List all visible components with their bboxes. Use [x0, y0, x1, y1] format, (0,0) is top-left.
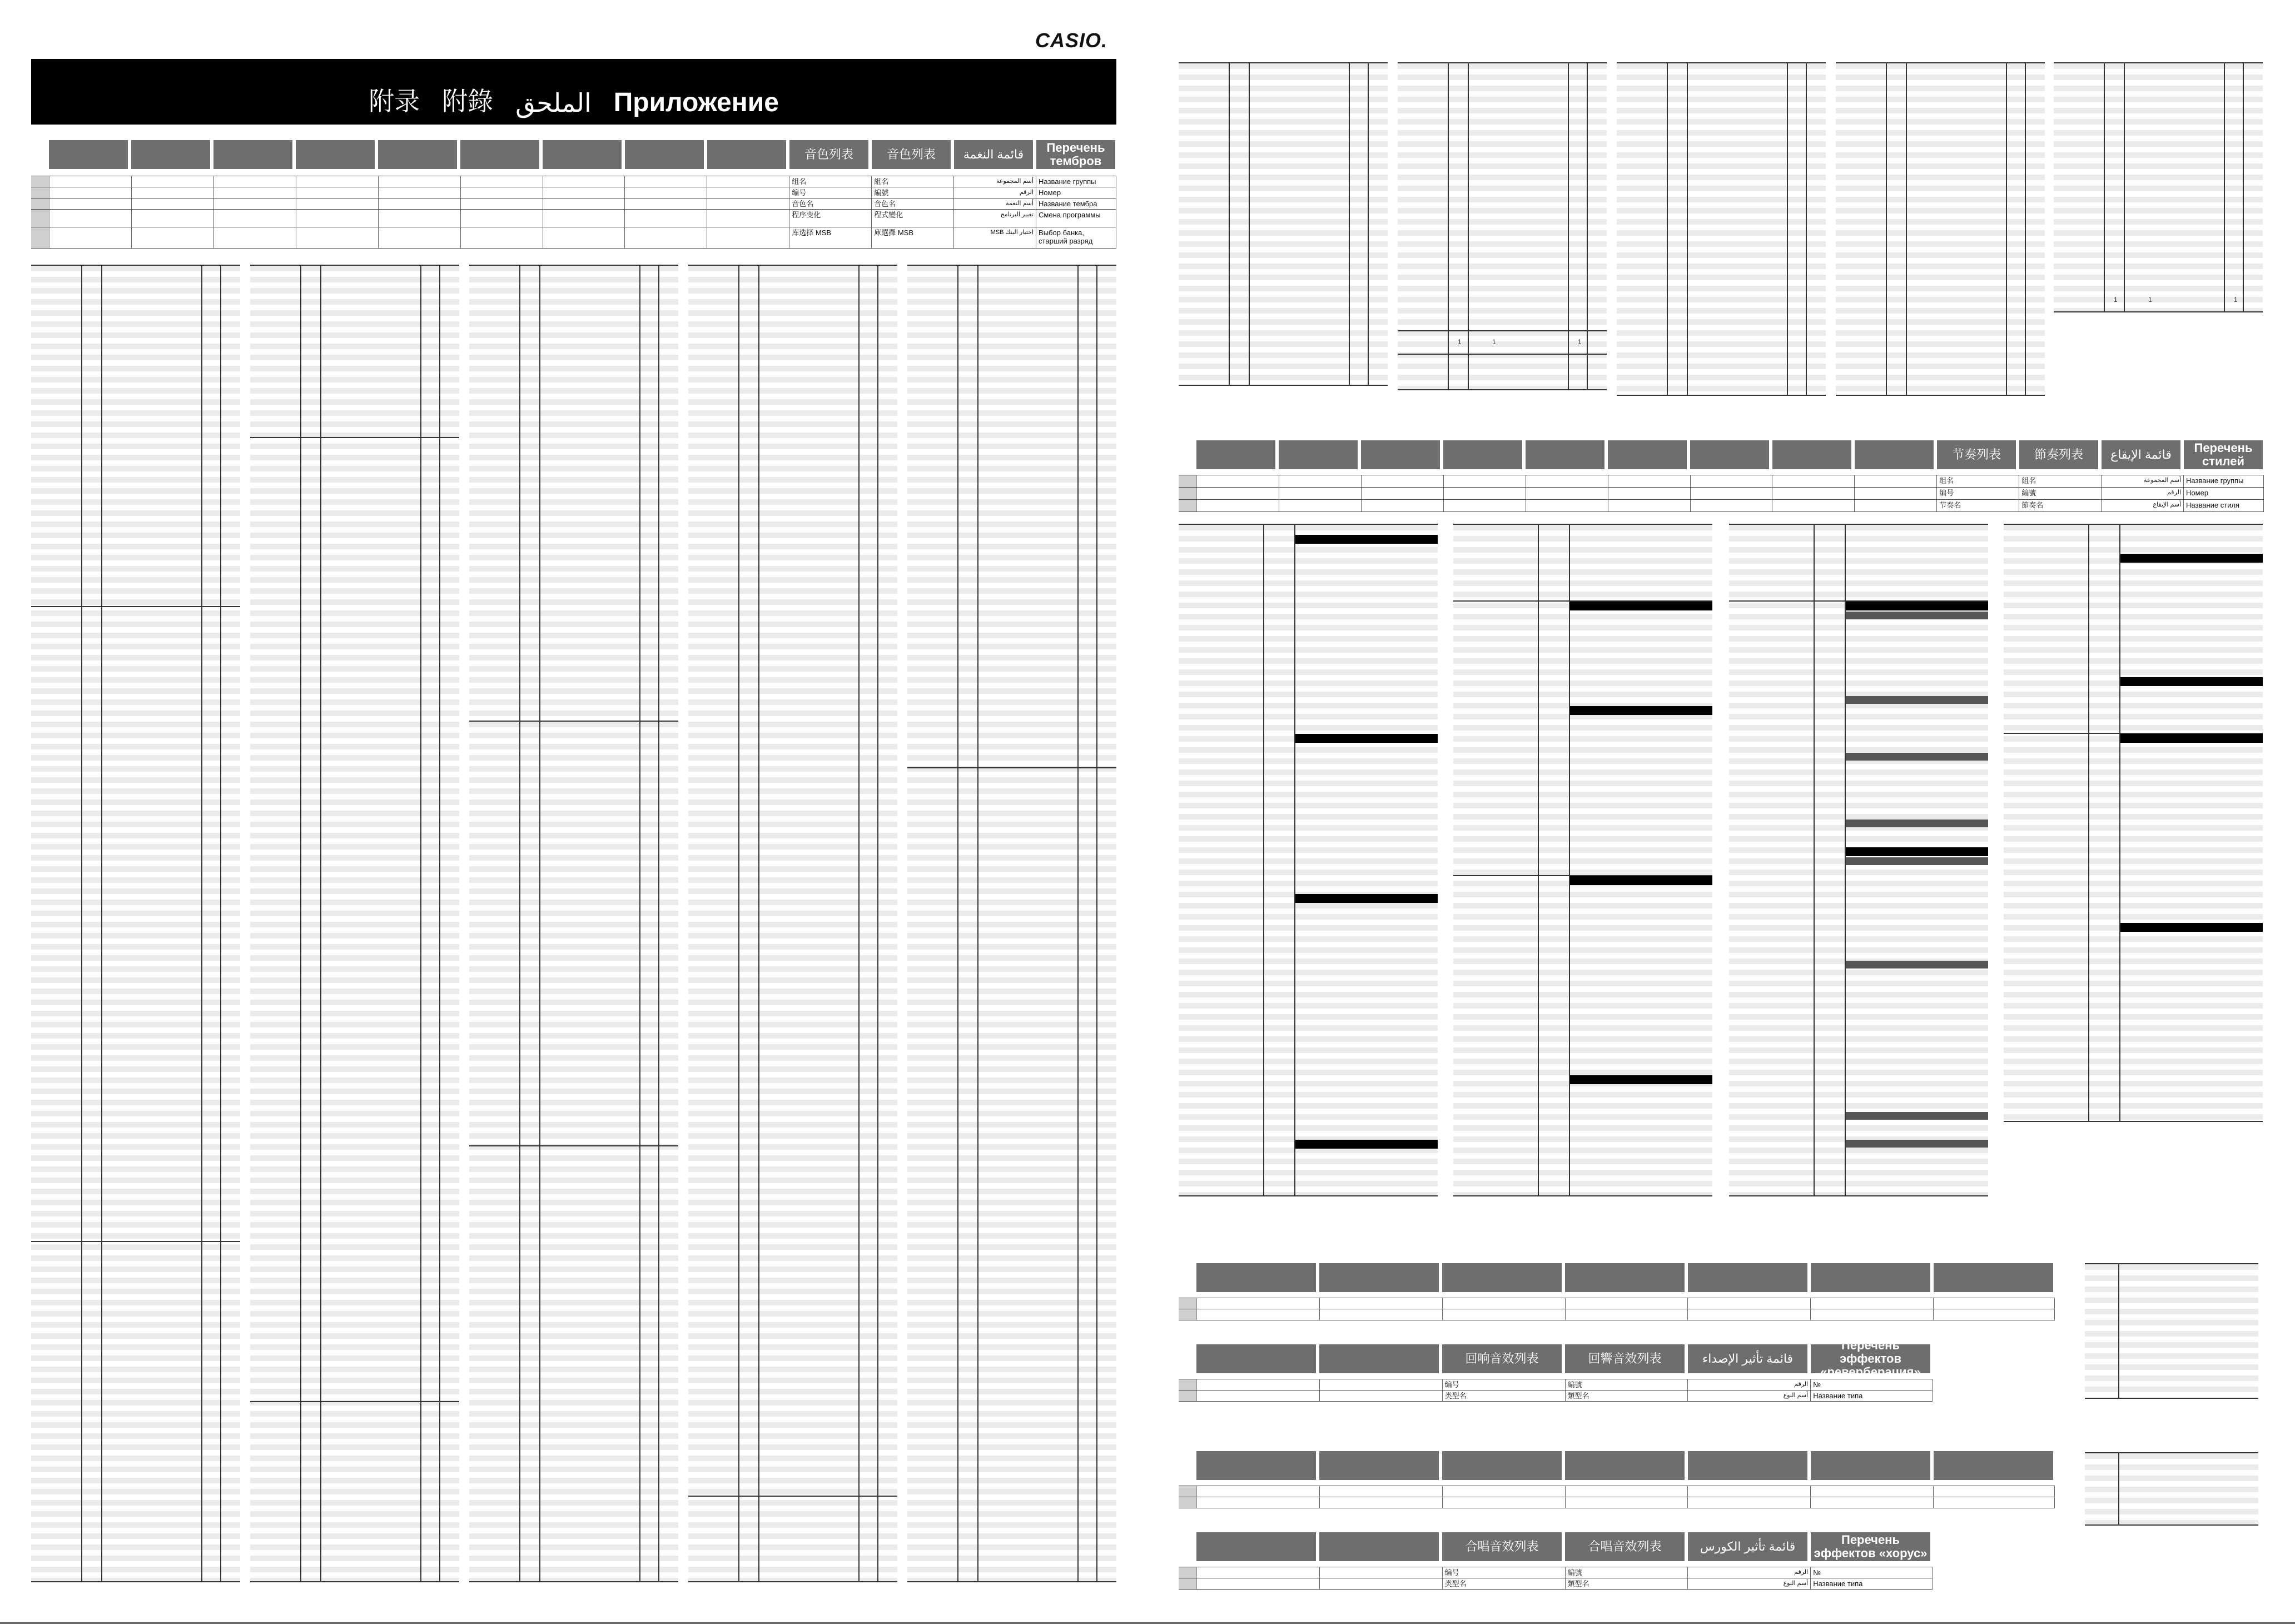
tone-list-column-4	[688, 265, 897, 1582]
legend-cell: Номер	[1036, 187, 1116, 198]
rhythm-list-column-4	[2004, 524, 2263, 1122]
chorus-header-ar: قائمة تأثير الكورس	[1688, 1532, 1807, 1561]
legend-cell: أسم النوع	[1688, 1578, 1811, 1589]
legend-cell: 組名	[2019, 475, 2102, 487]
header-blank	[1443, 440, 1522, 469]
legend-cell: الرقم	[954, 187, 1036, 198]
legend-cell: الرقم	[1688, 1379, 1811, 1390]
header-blank	[131, 140, 210, 169]
legend-cell: 编号	[1443, 1379, 1566, 1390]
casio-logo: CASIO.	[1035, 29, 1108, 52]
legend-cell: Название типа	[1811, 1578, 1933, 1589]
legend-cell: 庫選擇 MSB	[872, 227, 954, 248]
tone-legend	[31, 176, 1116, 249]
chorus-header-ru: Перечень эффектов «хорус»	[1811, 1532, 1930, 1561]
legend-cell: 編號	[1566, 1567, 1688, 1578]
tone-list-column-1	[31, 265, 240, 1582]
legend-cell: أسم المجموعة	[2102, 475, 2184, 487]
header-blank	[49, 140, 128, 169]
header-blank	[1608, 440, 1687, 469]
legend-cell: 库选择 MSB	[789, 227, 872, 248]
banner-title-ru: Приложение	[613, 88, 779, 117]
header-blank	[1811, 1263, 1930, 1292]
header-blank	[1319, 1532, 1439, 1561]
reverb-header-zh-cn: 回响音效列表	[1442, 1344, 1562, 1373]
rhythm-header-zh-tw: 節奏列表	[2019, 440, 2098, 469]
legend-cell: 音色名	[789, 198, 872, 209]
header-blank	[707, 140, 786, 169]
legend-row	[31, 227, 1116, 249]
header-blank	[1442, 1451, 1562, 1480]
tone-header-row	[49, 140, 1115, 169]
legend-cell: Смена программы	[1036, 210, 1116, 227]
rhythm-list-column-3	[1729, 524, 1988, 1196]
header-blank	[1196, 440, 1275, 469]
header-blank	[1565, 1263, 1685, 1292]
tone-list-column-10	[2054, 62, 2263, 312]
header-blank	[1772, 440, 1851, 469]
table-mark: 1	[2148, 296, 2152, 304]
legend-cell: 类型名	[1443, 1390, 1566, 1401]
tone-header-ru: Перечень тембров	[1036, 140, 1115, 169]
header-blank	[1688, 1451, 1807, 1480]
chorus-header-zh-cn: 合唱音效列表	[1442, 1532, 1562, 1561]
rhythm-list-column-1	[1179, 524, 1438, 1196]
legend-row	[1179, 1309, 2055, 1320]
legend-row	[1179, 500, 2264, 512]
legend-cell: الرقم	[1688, 1567, 1811, 1578]
reverb-header-ar: قائمة تأثير الإصداء	[1688, 1344, 1807, 1373]
legend-cell: Название группы	[1036, 176, 1116, 187]
header-blank	[378, 140, 457, 169]
legend-cell: 编号	[1937, 488, 2019, 499]
reverb-list-table	[2085, 1263, 2258, 1399]
legend-cell: 組名	[872, 176, 954, 187]
header-blank	[1690, 440, 1769, 469]
header-blank	[1319, 1451, 1439, 1480]
legend-cell: Название типа	[1811, 1390, 1933, 1401]
header-blank	[1196, 1532, 1316, 1561]
legend-cell: أسم النغمة	[954, 198, 1036, 209]
legend-cell: أسم النوع	[1688, 1390, 1811, 1401]
reverb-blank-header-row	[1196, 1263, 2053, 1292]
table-mark: 1	[1458, 338, 1462, 346]
banner-title-ar: الملحق	[515, 88, 592, 117]
header-blank	[1196, 1344, 1316, 1373]
legend-row	[1179, 1578, 1933, 1590]
legend-cell: أسم المجموعة	[954, 176, 1036, 187]
chorus-blank-legend	[1179, 1486, 2055, 1508]
chorus-header-zh-tw: 合唱音效列表	[1565, 1532, 1685, 1561]
header-blank	[1688, 1263, 1807, 1292]
chorus-blank-header-row	[1196, 1451, 2053, 1480]
legend-cell: 类型名	[1443, 1578, 1566, 1589]
legend-row	[1179, 1486, 2055, 1497]
legend-cell: Номер	[2184, 488, 2264, 499]
legend-cell: 组名	[1937, 475, 2019, 487]
legend-cell: Название стиля	[2184, 500, 2264, 511]
legend-row	[31, 187, 1116, 198]
header-blank	[1319, 1263, 1439, 1292]
legend-row	[31, 176, 1116, 187]
legend-row	[1179, 1497, 2055, 1508]
legend-cell: 類型名	[1566, 1390, 1688, 1401]
legend-row	[1179, 1298, 2055, 1309]
legend-cell: Название тембра	[1036, 198, 1116, 209]
reverb-legend	[1179, 1379, 1933, 1402]
header-blank	[1526, 440, 1604, 469]
header-blank	[1196, 1263, 1316, 1292]
tone-list-column-3	[469, 265, 678, 1582]
legend-cell: 編號	[872, 187, 954, 198]
header-blank	[1361, 440, 1440, 469]
legend-cell: أسم الإيقاع	[2102, 500, 2184, 511]
rhythm-header-ar: قائمة الإيقاع	[2102, 440, 2180, 469]
rhythm-header-row	[1196, 440, 2263, 469]
header-blank	[213, 140, 292, 169]
legend-row	[31, 210, 1116, 227]
reverb-header-ru: Перечень эффектов «реверберация»	[1811, 1344, 1930, 1373]
rhythm-header-zh-cn: 节奏列表	[1937, 440, 2016, 469]
table-mark: 1	[2234, 296, 2238, 304]
header-blank	[1934, 1263, 2053, 1292]
rhythm-header-ru: Перечень стилей	[2184, 440, 2263, 469]
header-blank	[460, 140, 539, 169]
tone-header-zh-cn: 音色列表	[789, 140, 868, 169]
header-blank	[1811, 1451, 1930, 1480]
tone-list-column-7	[1398, 62, 1607, 390]
banner-title-zh-cn: 附录	[369, 87, 420, 116]
tone-list-column-6	[1179, 62, 1388, 386]
legend-cell: 類型名	[1566, 1578, 1688, 1589]
reverb-blank-legend	[1179, 1298, 2055, 1320]
header-blank	[625, 140, 704, 169]
legend-cell: تغيير البرنامج	[954, 210, 1036, 227]
legend-cell: №	[1811, 1567, 1933, 1578]
legend-cell: الرقم	[2102, 488, 2184, 499]
appendix-banner	[31, 59, 1116, 125]
header-blank	[543, 140, 622, 169]
table-mark: 1	[2114, 296, 2118, 304]
legend-cell: №	[1811, 1379, 1933, 1390]
rhythm-legend	[1179, 475, 2264, 512]
header-blank	[1565, 1451, 1685, 1480]
legend-cell: 编号	[1443, 1567, 1566, 1578]
legend-cell: 节奏名	[1937, 500, 2019, 511]
reverb-header-row	[1196, 1338, 1930, 1379]
legend-cell: 程式變化	[872, 210, 954, 227]
table-mark: 1	[1492, 338, 1496, 346]
tone-list-column-8	[1617, 62, 1826, 396]
header-blank	[296, 140, 375, 169]
legend-cell: 音色名	[872, 198, 954, 209]
tone-list-column-9	[1836, 62, 2045, 396]
legend-cell: 編號	[2019, 488, 2102, 499]
table-mark: 1	[1578, 338, 1582, 346]
tone-header-ar: قائمة النغمة	[954, 140, 1033, 169]
legend-cell: Название группы	[2184, 475, 2264, 487]
tone-list-column-5	[907, 265, 1116, 1582]
legend-row	[1179, 1390, 1933, 1402]
header-blank	[1319, 1344, 1439, 1373]
tone-header-zh-tw: 音色列表	[872, 140, 951, 169]
chorus-header-row	[1196, 1532, 1930, 1561]
page-bottom-rule	[0, 1622, 2295, 1624]
legend-cell: 編號	[1566, 1379, 1688, 1390]
legend-cell: MSB اختيار البنك	[954, 227, 1036, 248]
header-blank	[1279, 440, 1358, 469]
legend-cell: 節奏名	[2019, 500, 2102, 511]
legend-row	[1179, 1567, 1933, 1578]
legend-row	[1179, 1379, 1933, 1390]
legend-row	[1179, 475, 2264, 488]
header-blank	[1855, 440, 1934, 469]
legend-cell: 组名	[789, 176, 872, 187]
header-blank	[1934, 1451, 2053, 1480]
legend-cell: 编号	[789, 187, 872, 198]
chorus-list-table	[2085, 1452, 2258, 1526]
header-blank	[1196, 1451, 1316, 1480]
legend-cell: Выбор банка, старший разряд	[1036, 227, 1116, 248]
legend-row	[1179, 488, 2264, 500]
reverb-header-zh-tw: 回響音效列表	[1565, 1344, 1685, 1373]
legend-row	[31, 198, 1116, 210]
banner-title-zh-tw: 附錄	[442, 87, 494, 116]
rhythm-list-column-2	[1453, 524, 1712, 1196]
header-blank	[1442, 1263, 1562, 1292]
legend-cell: 程序变化	[789, 210, 872, 227]
chorus-legend	[1179, 1567, 1933, 1590]
tone-list-column-2	[250, 265, 459, 1582]
